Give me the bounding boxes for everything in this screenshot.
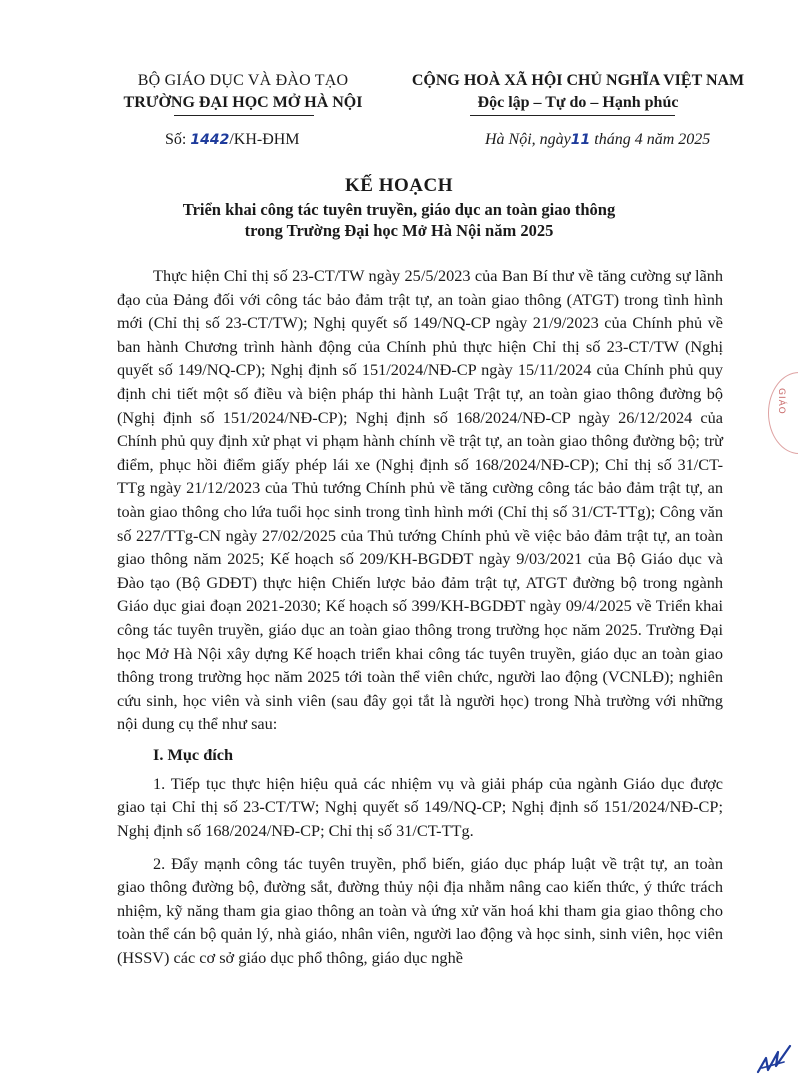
motto-underline [470,115,675,116]
national-header [398,70,758,114]
purpose-item-2: 2. Đẩy mạnh công tác tuyên truyền, phổ biến, giáo dục pháp luật về trật tự, an toàn giao thông đường bộ, đường sắt, đường thủy nội địa nhằm nâng cao kiến thức, ý thức trách nhiệm, kỹ năng tham gia giao thông an toàn và ứng xử văn hoá khi tham gia giao thông cho toàn thể cán bộ quản lý, nhà giáo, nhân viên, người lao động và học sinh, sinh viên, học viên (HSSV) các cơ sở giáo dục phổ thông, giáo dục nghề [117,853,723,968]
handwritten-initials [754,1042,794,1078]
issuer-underline [174,115,314,116]
document-title: KẾ HOẠCH [345,175,453,196]
section-heading-purpose: I. Mục đích [153,744,234,764]
document-subtitle [0,199,798,241]
date-day-handwritten: 11 [570,132,591,148]
date-prefix: Hà Nội, ngày [485,131,571,148]
date-suffix: tháng 4 năm 2025 [590,131,711,148]
country-name: CỘNG HOÀ XÃ HỘI CHỦ NGHĨA VIỆT NAM [411,72,745,89]
document-body [117,264,723,970]
seal-stamp-text: GIÁO [776,388,786,415]
doc-number-handwritten: 1442 [190,132,230,148]
subtitle-line-1: Triển khai công tác tuyên truyền, giáo dục an toàn giao thông [182,200,616,219]
date-line [485,131,710,149]
national-motto: Độc lập – Tự do – Hạnh phúc [477,94,679,111]
intro-paragraph: Thực hiện Chỉ thị số 23-CT/TW ngày 25/5/2023 của Ban Bí thư về tăng cường sự lãnh đạo của Đảng đối với công tác bảo đảm trật tự, an toàn giao thông (ATGT) trong tình hình mới (Chỉ thị số 23-CT/TW); Nghị quyết số 149/NQ-CP ngày 21/9/2023 của Chính phủ về ban hành Chương trình hành động của Chính phủ thực hiện Chỉ thị số 23-CT/TW (Nghị quyết số 149/NQ-CP); Nghị định số 151/2024/NĐ-CP ngày 15/11/2024 của Chính phủ quy định chi tiết một số điều và biện pháp thi hành Luật Trật tự, an toàn giao thông đường bộ (Nghị định số 151/2024/NĐ-CP); Nghị định số 168/2024/NĐ-CP ngày 26/12/2024 của Chính phủ quy định xử phạt vi phạm hành chính về trật tự, an toàn giao thông đường bộ; trừ điểm, phục hồi điểm giấy phép lái xe (Nghị định số 168/2024/NĐ-CP); Chỉ thị số 31/CT-TTg ngày 21/12/2023 của Thủ tướng Chính phủ về tăng cường công tác bảo đảm trật tự, an toàn giao thông cho lứa tuổi học sinh trong tình hình mới (Chỉ thị số 31/CT-TTg); Công văn số 227/TTg-CN ngày 27/02/2025 của Thủ tướng Chính phủ về việc bảo đảm trật tự, an toàn giao thông năm 2025; Kế hoạch số 209/KH-BGDĐT ngày 9/03/2021 của Bộ Giáo dục và Đào tạo (Bộ GDĐT) thực hiện Chiến lược bảo đảm trật tự, ATGT đường bộ trong ngành Giáo dục giai đoạn 2021-2030; Kế hoạch số 399/KH-BGDĐT ngày 09/4/2025 về Triển khai công tác tuyên truyền, giáo dục an toàn giao thông trong trường học năm 2025. Trường Đại học Mở Hà Nội xây dựng Kế hoạch triển khai công tác tuyên truyền, giáo dục an toàn giao thông trong trường học năm 2025 tới toàn thể viên chức, người lao động (VCNLĐ); nghiên cứu sinh, học viên và sinh viên (sau đây gọi tắt là người học) trong Nhà trường với những nội dung cụ thể như sau: [117,266,723,734]
doc-number-suffix: /KH-ĐHM [229,131,300,148]
issuer-block [98,70,388,114]
subtitle-line-2: trong Trường Đại học Mở Hà Nội năm 2025 [244,221,554,240]
doc-number-prefix: Số: [165,131,191,148]
school-name: TRƯỜNG ĐẠI HỌC MỞ HÀ NỘI [123,94,363,111]
purpose-item-1: 1. Tiếp tục thực hiện hiệu quả các nhiệm vụ và giải pháp của ngành Giáo dục được giao tại Chỉ thị số 23-CT/TW; Nghị quyết số 149/NQ-CP; Nghị định số 151/2024/NĐ-CP; Nghị định số 168/2024/NĐ-CP; Chỉ thị số 31/CT-TTg. [117,773,723,841]
document-number [165,131,300,149]
ministry-name: BỘ GIÁO DỤC VÀ ĐÀO TẠO [137,72,349,89]
